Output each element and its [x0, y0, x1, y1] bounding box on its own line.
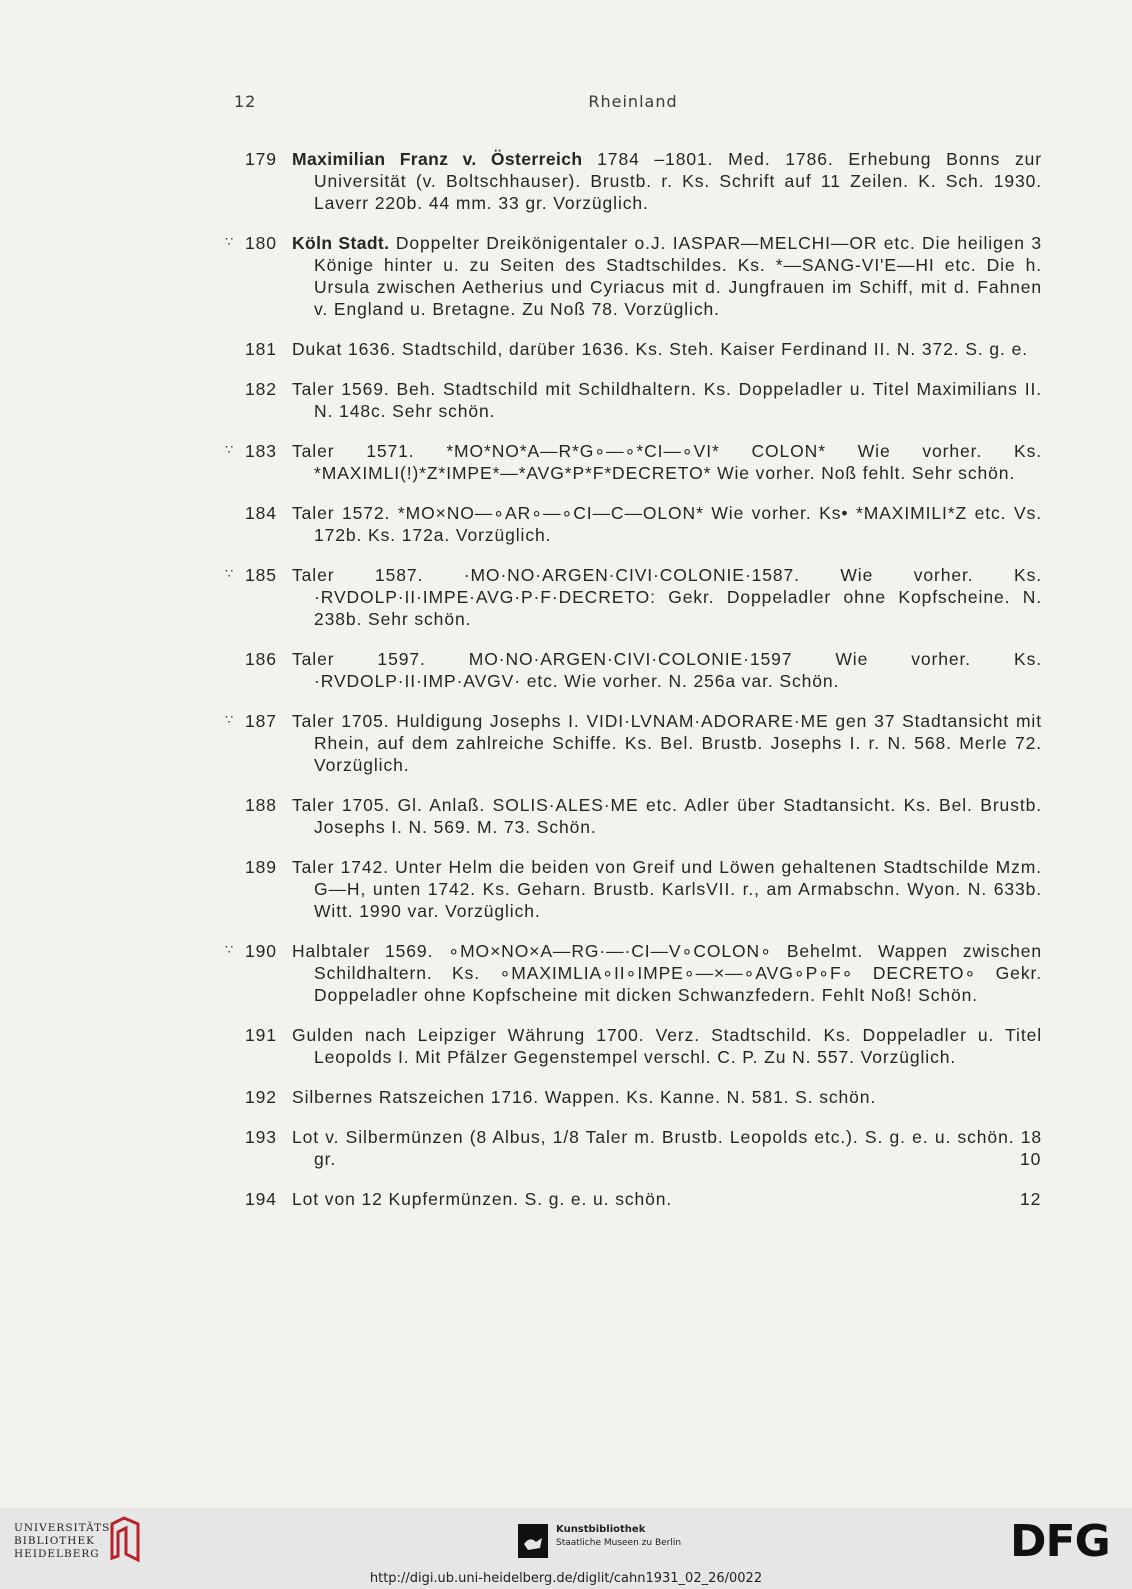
entry-text-block [292, 148, 1042, 214]
catalogue-entry [225, 440, 1042, 484]
asterism-mark-icon: ∵ [225, 712, 235, 727]
entry-number: 192 [245, 1087, 277, 1107]
catalogue-entry [232, 378, 1042, 422]
kunstbibliothek-logo[interactable] [518, 1524, 682, 1562]
entry-text-block [292, 338, 1042, 360]
entry-number: 179 [245, 149, 277, 169]
entry-text-block [292, 1024, 1042, 1068]
entry-text-block [292, 1086, 1042, 1108]
entry-number: 190 [245, 941, 277, 961]
viewer-footer [0, 1508, 1132, 1589]
ub-emblem-icon [108, 1516, 142, 1564]
entry-description: Halbtaler 1569. ∘MO×NO×A—RG·—·CI—V∘COLON∘ Behelmt. Wappen zwischen Schildhaltern. Ks. ∘MAXIMLIA∘II∘IMPE∘—×—∘AVG∘P∘F∘ DECRETO∘ Gekr. Doppeladler ohne Kopfscheine mit dicken Schwanzfedern. Fehlt Noß! Schön. [292, 941, 1042, 1005]
entry-text-block: Lot v. Silbermünzen (8 Albus, 1/8 Taler m. Brustb. Leopolds etc.). S. g. e. u. schön. 18 gr. 10 [292, 1127, 1042, 1169]
catalogue-entry [232, 648, 1042, 692]
entry-number: 189 [245, 857, 277, 877]
entry-number: 187 [245, 711, 277, 731]
asterism-mark-icon: ∵ [225, 942, 235, 957]
entry-number: 181 [245, 339, 277, 359]
asterism-mark-icon: ∵ [225, 566, 235, 581]
entry-text-block [292, 378, 1042, 422]
page-number: 12 [234, 92, 257, 111]
catalogue-entry [232, 1086, 1042, 1108]
page-header [234, 92, 1032, 122]
catalogue-entries [225, 148, 1042, 1228]
entry-description: Taler 1569. Beh. Stadtschild mit Schildhaltern. Ks. Doppeladler u. Titel Maximilians II. N. 148c. Sehr schön. [292, 379, 1042, 421]
dfg-logo[interactable]: DFG [1010, 1516, 1110, 1567]
asterism-mark-icon: ∵ [225, 234, 235, 249]
ub-logo-line: BIBLIOTHEK [14, 1535, 95, 1547]
entry-description: Dukat 1636. Stadtschild, darüber 1636. Ks. Steh. Kaiser Ferdinand II. N. 372. S. g. e. [292, 339, 1028, 359]
entry-number: 185 [245, 565, 277, 585]
entry-heading: Maximilian Franz v. Österreich [292, 149, 583, 169]
catalogue-entry [225, 232, 1042, 320]
entry-number: 194 [245, 1189, 277, 1209]
entry-description: Silbernes Ratszeichen 1716. Wappen. Ks. Kanne. N. 581. S. schön. [292, 1087, 877, 1107]
catalogue-entry [232, 338, 1042, 360]
entry-description: Doppelter Dreikönigentaler o.J. IASPAR—MELCHI—OR etc. Die heiligen 3 Könige hinter u. zu Seiten des Stadtschildes. Ks. *—SANG-VI'E—HI etc. Die h. Ursula zwischen Aetherius und Cyriacus mit d. Jungfrauen im Schiff, mit d. Fahnen v. England u. Bretagne. Zu Noß 78. Vorzüglich. [314, 233, 1042, 319]
entry-description: Lot von 12 Kupfermünzen. S. g. e. u. schön. [292, 1189, 673, 1209]
kunstbibliothek-subtitle: Staatliche Museen zu Berlin [556, 1538, 682, 1548]
asterism-mark-icon: ∵ [225, 442, 235, 457]
entry-text-block [292, 440, 1042, 484]
entry-number: 191 [245, 1025, 277, 1045]
running-title: Rheinland [588, 92, 678, 111]
entry-number: 193 [245, 1127, 277, 1147]
catalogue-entry [232, 1024, 1042, 1068]
permalink-url[interactable]: http://digi.ub.uni-heidelberg.de/diglit/cahn1931_02_26/0022 [369, 1571, 763, 1586]
entry-text-block [292, 564, 1042, 630]
entry-text-block: Lot von 12 Kupfermünzen. S. g. e. u. schön. 12 [292, 1189, 1042, 1209]
catalogue-entry [225, 710, 1042, 776]
ub-logo-line: UNIVERSITÄTS- [14, 1522, 116, 1534]
catalogue-entry [225, 564, 1042, 630]
entry-description: Taler 1742. Unter Helm die beiden von Greif und Löwen gehaltenen Stadtschilde Mzm. G—H, unten 1742. Ks. Geharn. Brustb. KarlsVII. r., am Armabschn. Wyon. N. 633b. Witt. 1990 var. Vorzüglich. [292, 857, 1042, 921]
ub-logo-line: HEIDELBERG [14, 1548, 100, 1560]
kunstbibliothek-name: Kunstbibliothek [556, 1524, 646, 1535]
catalogue-entry [225, 940, 1042, 1006]
entry-description: Taler 1705. Huldigung Josephs I. VIDI·LVNAM·ADORARE·ME gen 37 Stadtansicht mit Rhein, auf dem zahlreiche Schiffe. Ks. Bel. Brustb. Josephs I. r. N. 568. Merle 72. Vorzüglich. [292, 711, 1042, 775]
entry-number: 183 [245, 441, 277, 461]
entry-text-block [292, 940, 1042, 1006]
kunstbibliothek-emblem-icon [518, 1524, 548, 1558]
entry-description: Taler 1705. Gl. Anlaß. SOLIS·ALES·ME etc. Adler über Stadtansicht. Ks. Bel. Brustb. Josephs I. N. 569. M. 73. Schön. [292, 795, 1042, 837]
entry-number: 180 [245, 233, 277, 253]
entry-description: Lot v. Silbermünzen (8 Albus, 1/8 Taler m. Brustb. Leopolds etc.). S. g. e. u. schön. 18 gr. [292, 1127, 1042, 1169]
entry-text-block [292, 502, 1042, 546]
ub-heidelberg-logo[interactable] [14, 1522, 115, 1561]
catalogue-entry [232, 502, 1042, 546]
entry-text-block [292, 232, 1042, 320]
entry-number: 184 [245, 503, 277, 523]
entry-description: Taler 1587. ·MO·NO·ARGEN·CIVI·COLONIE·1587. Wie vorher. Ks. ·RVDOLP·II·IMPE·AVG·P·F·DECRETO: Gekr. Doppeladler ohne Kopfscheine. N. 238b. Sehr schön. [292, 565, 1042, 629]
entry-description: Gulden nach Leipziger Währung 1700. Verz. Stadtschild. Ks. Doppeladler u. Titel Leopolds I. Mit Pfälzer Gegenstempel verschl. C. P. Zu N. 557. Vorzüglich. [292, 1025, 1042, 1067]
entry-description: Taler 1571. *MO*NO*A—R*G∘—∘*CI—∘VI* COLON* Wie vorher. Ks. *MAXIMLI(!)*Z*IMPE*—*AVG*P*F*DECRETO* Wie vorher. Noß fehlt. Sehr schön. [292, 441, 1042, 483]
catalogue-entry [232, 856, 1042, 922]
entry-description: Taler 1597. MO·NO·ARGEN·CIVI·COLONIE·1597 Wie vorher. Ks. ·RVDOLP·II·IMP·AVGV· etc. Wie vorher. N. 256a var. Schön. [292, 649, 1042, 691]
entry-text-block [292, 794, 1042, 838]
catalogue-entry [232, 1188, 1042, 1210]
entry-text-block [292, 856, 1042, 922]
entry-text-block [292, 648, 1042, 692]
entry-number: 188 [245, 795, 277, 815]
catalogue-entry [232, 794, 1042, 838]
entry-description: 1784 –1801. Med. 1786. Erhebung Bonns zur Universität (v. Boltschhauser). Brustb. r. Ks. Schrift auf 11 Zeilen. K. Sch. 1930. Laverr 220b. 44 mm. 33 gr. Vorzüglich. [314, 149, 1042, 213]
entry-description: Taler 1572. *MO×NO—∘AR∘—∘CI—C—OLON* Wie vorher. Ks• *MAXIMILI*Z etc. Vs. 172b. Ks. 172a. Vorzüglich. [292, 503, 1042, 545]
catalogue-entry [232, 1126, 1042, 1170]
entry-number: 186 [245, 649, 277, 669]
entry-heading: Köln Stadt. [292, 233, 390, 253]
catalogue-entry [232, 148, 1042, 214]
entry-text-block [292, 710, 1042, 776]
entry-number: 182 [245, 379, 277, 399]
